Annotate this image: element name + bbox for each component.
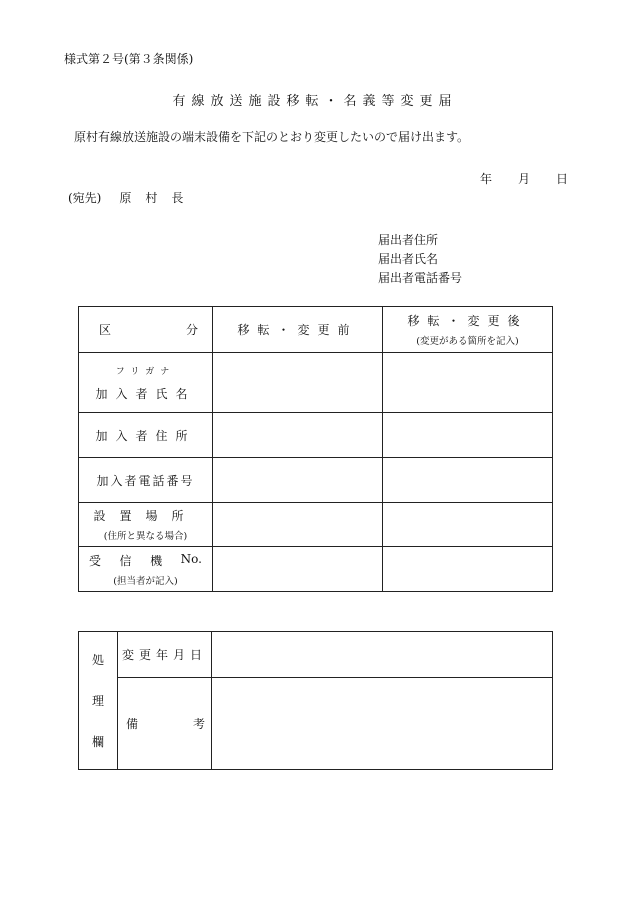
location-note: (住所と異なる場合): [103, 531, 188, 542]
document-title: 有線放送施設移転・名義等変更届: [172, 94, 458, 109]
date-line: [480, 170, 568, 187]
header-category-char-2: 分: [185, 323, 198, 337]
table-row: [79, 503, 553, 547]
date-day-label: 日: [555, 172, 568, 186]
receiver-before-field[interactable]: [213, 547, 383, 592]
processing-char-3: 欄: [91, 735, 104, 749]
processing-label: [79, 632, 118, 770]
addressee-label: (宛先): [68, 191, 102, 205]
submitter-name-label: 届出者氏名: [378, 252, 439, 266]
receiver-char-1: 受: [89, 553, 102, 568]
form-number: 様式第２号(第３条関係): [64, 52, 194, 66]
receiver-char-3: 機: [150, 553, 163, 568]
change-date-label: 変更年月日: [118, 632, 212, 678]
addressee-name: 原村長: [119, 191, 198, 205]
row-label-receiver: [79, 547, 213, 592]
header-before: 移転・変更前: [213, 307, 383, 353]
header-after: [383, 307, 553, 353]
date-month-label: 月: [517, 172, 530, 186]
subscriber-name-label: 加入者氏名: [95, 386, 196, 401]
table-row: [79, 678, 553, 770]
receiver-note: (担当者が記入): [113, 575, 178, 587]
change-date-field[interactable]: [212, 632, 553, 678]
location-before-field[interactable]: [213, 503, 383, 547]
table-row: [79, 413, 553, 458]
subscriber-address-label: 加入者住所: [79, 413, 213, 458]
table-row: [79, 632, 553, 678]
remarks-label-cell: [118, 678, 212, 770]
addressee: [68, 189, 197, 206]
subscriber-address-after-field[interactable]: [383, 413, 553, 458]
change-table: [78, 306, 553, 592]
subscriber-address-before-field[interactable]: [213, 413, 383, 458]
subscriber-phone-before-field[interactable]: [213, 458, 383, 503]
table-row: [79, 547, 553, 592]
table-header-row: [79, 307, 553, 353]
receiver-after-field[interactable]: [383, 547, 553, 592]
processing-char-1: 処: [91, 653, 104, 667]
location-label: 設置場所: [93, 509, 198, 523]
header-after-title: 移転・変更後: [407, 314, 528, 328]
table-row: [79, 458, 553, 503]
intro-text: 原村有線放送施設の端末設備を下記のとおり変更したいので届け出ます。: [74, 130, 470, 144]
row-label-location: [79, 503, 213, 547]
header-after-note: (変更がある箇所を記入): [416, 336, 519, 347]
processing-char-2: 理: [91, 694, 104, 708]
processing-table: [78, 631, 553, 770]
row-label-subscriber-name: [79, 353, 213, 413]
subscriber-name-after-field[interactable]: [383, 353, 553, 413]
receiver-char-2: 信: [119, 553, 132, 568]
header-category: [79, 307, 213, 353]
remarks-char-2: 考: [192, 717, 205, 731]
location-after-field[interactable]: [383, 503, 553, 547]
remarks-char-1: 備: [126, 717, 139, 731]
subscriber-name-before-field[interactable]: [213, 353, 383, 413]
subscriber-phone-label: 加入者電話番号: [79, 458, 213, 503]
remarks-field[interactable]: [212, 678, 553, 770]
header-category-char-1: 区: [99, 323, 112, 337]
subscriber-phone-after-field[interactable]: [383, 458, 553, 503]
date-year-label: 年: [479, 172, 492, 186]
receiver-no: No.: [180, 551, 202, 566]
submitter-phone-label: 届出者電話番号: [378, 271, 463, 285]
table-row: [79, 353, 553, 413]
submitter-address-label: 届出者住所: [378, 233, 439, 247]
furigana-label: フリガナ: [115, 366, 176, 377]
